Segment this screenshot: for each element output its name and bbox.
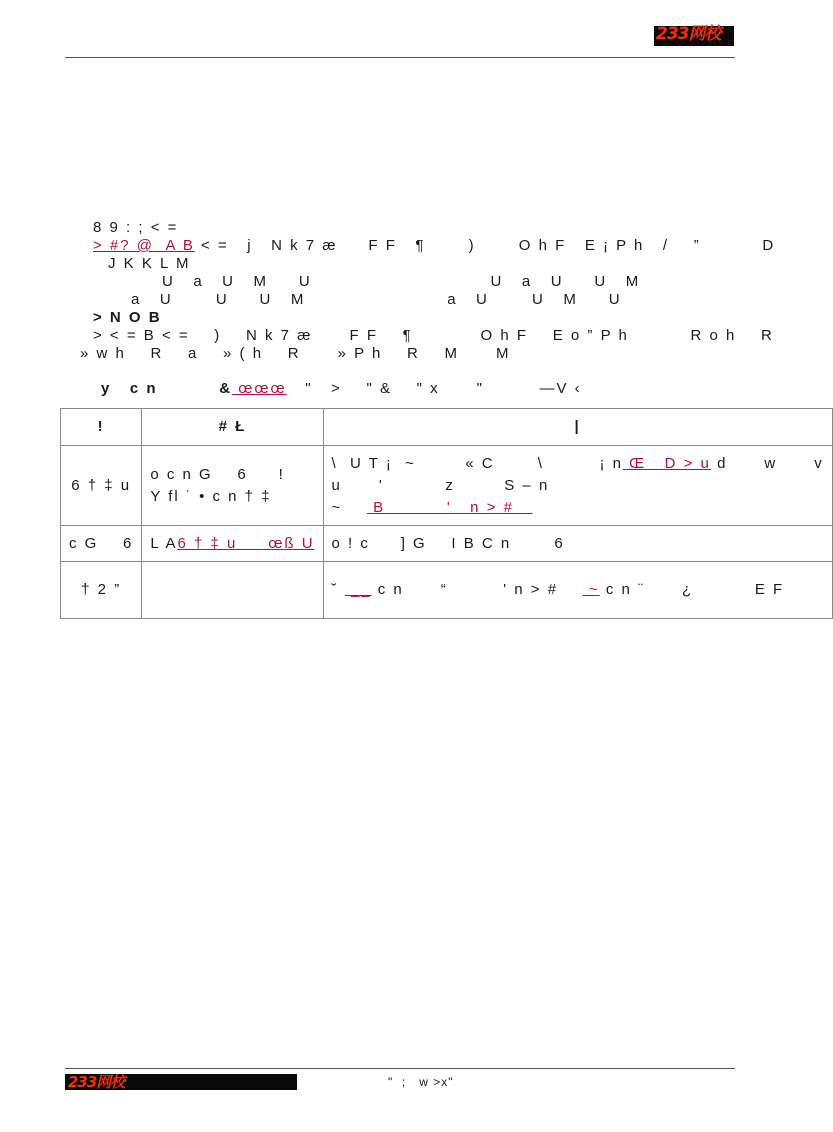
text-line-7: > < = B < = ) N k 7 æ F F ¶ O h F E o ” P h R o h R bbox=[93, 327, 774, 344]
link-text[interactable]: > #? @ A B bbox=[93, 237, 195, 254]
cell-link[interactable]: B ' n > # bbox=[366, 498, 533, 516]
cell-link[interactable]: __ bbox=[344, 581, 372, 598]
table-cell: ˘ __ c n “ ' n > # ~ c n ¨ ¿ E F bbox=[323, 562, 832, 619]
table-cell: † 2 ” bbox=[61, 562, 142, 619]
text-line-2: > #? @ A B < = j N k 7 æ F F ¶ ) O h F E ¡ P h / ” D bbox=[93, 237, 776, 254]
table-cell: c G 6 bbox=[61, 526, 142, 562]
header-cell-2: # Ł bbox=[142, 409, 323, 446]
table-cell: 6 † ‡ u bbox=[61, 446, 142, 526]
brand-logo: 233网校 bbox=[654, 26, 734, 46]
table-header-row bbox=[61, 409, 833, 446]
header-cell-3: | bbox=[323, 409, 832, 446]
section-heading: 8 9 : ; < = bbox=[93, 219, 179, 236]
header-cell-1: ! bbox=[61, 409, 142, 446]
table-row bbox=[61, 526, 833, 562]
text-line-5: a U U U M a U U M U bbox=[131, 291, 622, 308]
table-cell: L A6 † ‡ u œß U bbox=[142, 526, 323, 562]
caption-link[interactable]: œœœ bbox=[232, 380, 287, 397]
footer-divider bbox=[65, 1068, 735, 1069]
cell-link[interactable]: ~ bbox=[582, 581, 600, 598]
header-divider bbox=[65, 57, 735, 58]
table-cell: o c n G 6 ! Y fl ˙ • c n † ‡ bbox=[142, 446, 323, 526]
cell-link[interactable]: Œ D > u bbox=[622, 454, 711, 472]
text-line-3: J K K L M bbox=[108, 255, 191, 272]
text-line-8: » w h R a » ( h R » P h R M M bbox=[80, 345, 511, 362]
text-line-4: U a U M U U a U U M bbox=[162, 273, 641, 290]
subheading: > N O B bbox=[93, 309, 162, 326]
table-caption: y c n & œœœ " > " & " x " —V ‹ bbox=[101, 380, 582, 397]
table-cell: \ U T ¡ ~ « C \ ¡ n Œ D > u d w v u ' z S – n ~ B ' n > # bbox=[323, 446, 832, 526]
info-table bbox=[60, 408, 833, 619]
table-row bbox=[61, 562, 833, 619]
table-cell bbox=[142, 562, 323, 619]
footer-logo: 233网校 bbox=[65, 1074, 297, 1090]
table-row bbox=[61, 446, 833, 526]
table-cell: o ! c ] G I B C n 6 bbox=[323, 526, 832, 562]
cell-link[interactable]: 6 † ‡ u œß U bbox=[177, 534, 315, 552]
footer-text: " ; w >x" bbox=[388, 1075, 454, 1089]
